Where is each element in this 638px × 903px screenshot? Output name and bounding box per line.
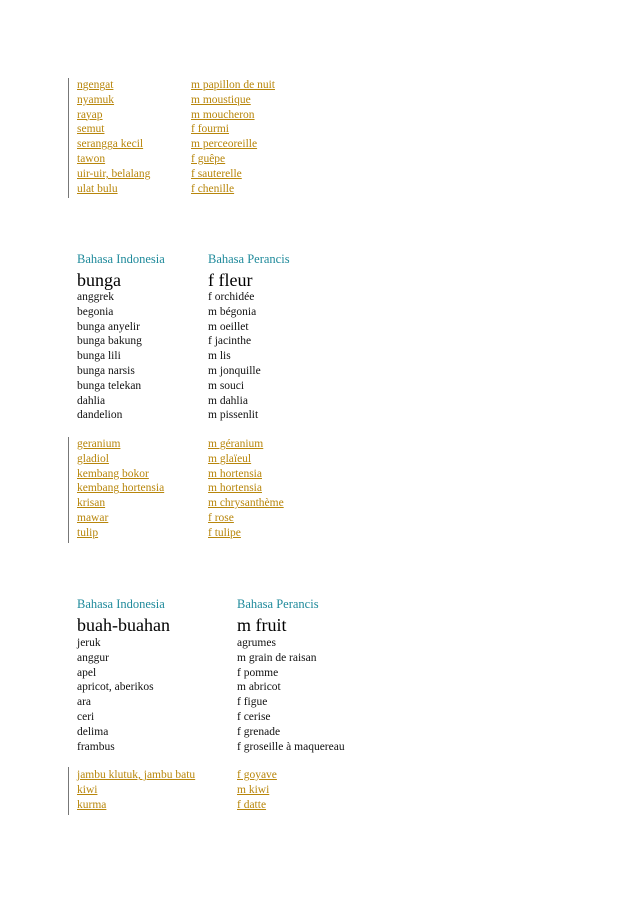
indonesian-word: ara [77, 696, 92, 709]
vocabulary-row [0, 636, 638, 651]
vocabulary-row [0, 695, 638, 710]
vocabulary-link-row[interactable] [0, 152, 638, 167]
french-word-link[interactable]: m chrysanthème [208, 497, 284, 510]
vocabulary-row [0, 408, 638, 423]
indonesian-word: bunga anyelir [77, 320, 140, 333]
french-word: f groseille à maquereau [237, 740, 345, 753]
vocabulary-link-row[interactable] [0, 783, 638, 798]
french-word-link[interactable]: f datte [237, 798, 267, 811]
vocabulary-link-row[interactable] [0, 481, 638, 496]
indonesian-word-link[interactable]: kembang hortensia [77, 482, 165, 495]
french-word-link[interactable]: m moustique [191, 93, 251, 106]
indonesian-word-link[interactable]: uir-uir, belalang [77, 167, 151, 180]
vocabulary-link-row[interactable] [0, 768, 638, 783]
vocabulary-row [0, 725, 638, 740]
french-word: f orchidée [208, 291, 255, 303]
section-title-french: m fruit [237, 615, 287, 635]
vocabulary-link-row[interactable] [0, 798, 638, 813]
french-word: agrumes [237, 637, 276, 649]
french-word-link[interactable]: f tulipe [208, 526, 241, 539]
vocabulary-link-row[interactable] [0, 496, 638, 511]
french-word-link[interactable]: m glaïeul [208, 452, 252, 465]
french-word-link[interactable]: m perceoreille [191, 138, 258, 151]
french-word-link[interactable]: f chenille [191, 182, 235, 195]
french-word: m bégonia [208, 305, 257, 318]
indonesian-word-link[interactable]: tawon [77, 153, 106, 165]
vocabulary-link-row[interactable] [0, 182, 638, 197]
indonesian-word-link[interactable]: tulip [77, 526, 99, 539]
indonesian-word-link[interactable]: gladiol [77, 452, 109, 465]
column-header-indonesian: Bahasa Indonesia [77, 252, 165, 266]
indonesian-word: frambus [77, 740, 115, 753]
french-word-link[interactable]: m hortensia [208, 467, 262, 480]
vocabulary-row [0, 305, 638, 320]
vocabulary-row [0, 334, 638, 349]
vocabulary-row [0, 379, 638, 394]
column-header-french: Bahasa Perancis [208, 252, 290, 266]
french-word-link[interactable]: f guêpe [191, 153, 226, 165]
indonesian-word: bunga narsis [77, 365, 135, 377]
vocabulary-link-row[interactable] [0, 452, 638, 467]
french-word-link[interactable]: m hortensia [208, 482, 262, 495]
indonesian-word-link[interactable]: kurma [77, 798, 107, 811]
vocabulary-link-row[interactable] [0, 511, 638, 526]
french-word-link[interactable]: m moucheron [191, 108, 255, 121]
indonesian-word-link[interactable]: rayap [77, 108, 103, 121]
french-word: f grenade [237, 725, 281, 738]
french-word-link[interactable]: f rose [208, 512, 234, 524]
indonesian-word: begonia [77, 305, 114, 318]
vocabulary-link-row[interactable] [0, 467, 638, 482]
vocabulary-row [0, 680, 638, 695]
indonesian-word: dandelion [77, 409, 123, 422]
vocabulary-row [0, 364, 638, 379]
indonesian-word: apel [77, 666, 97, 679]
vocabulary-row [0, 651, 638, 666]
vocabulary-row [0, 349, 638, 364]
indonesian-word: anggrek [77, 291, 115, 303]
indonesian-word: jeruk [77, 637, 101, 649]
french-word: m dahlia [208, 394, 248, 407]
french-word: f cerise [237, 711, 271, 723]
indonesian-word-link[interactable]: krisan [77, 497, 106, 510]
indonesian-word-link[interactable]: serangga kecil [77, 138, 144, 151]
indonesian-word-link[interactable]: jambu klutuk, jambu batu [77, 769, 196, 781]
indonesian-word-link[interactable]: mawar [77, 512, 109, 524]
french-word: f jacinthe [208, 335, 252, 348]
french-word-link[interactable]: f sauterelle [191, 167, 242, 180]
vocabulary-link-row[interactable] [0, 167, 638, 182]
indonesian-word-link[interactable]: semut [77, 123, 105, 136]
vocabulary-row [0, 740, 638, 755]
indonesian-word: delima [77, 725, 109, 738]
column-header-french: Bahasa Perancis [237, 597, 319, 611]
french-word-link[interactable]: m kiwi [237, 783, 270, 796]
vocabulary-link-row[interactable] [0, 437, 638, 452]
french-word: f pomme [237, 666, 279, 679]
french-word: m pissenlit [208, 409, 259, 422]
french-word: f figue [237, 696, 268, 709]
french-word: m abricot [237, 681, 281, 694]
vocabulary-link-row[interactable] [0, 137, 638, 152]
column-header-indonesian: Bahasa Indonesia [77, 597, 165, 611]
french-word: m grain de raisan [237, 651, 317, 664]
french-word: m jonquille [208, 365, 261, 377]
indonesian-word-link[interactable]: ngengat [77, 79, 114, 91]
vocabulary-row [0, 290, 638, 305]
french-word-link[interactable]: m géranium [208, 438, 264, 450]
indonesian-word-link[interactable]: ulat bulu [77, 182, 118, 195]
vocabulary-link-row[interactable] [0, 78, 638, 93]
french-word: m lis [208, 350, 231, 363]
indonesian-word: apricot, aberikos [77, 681, 154, 694]
indonesian-word-link[interactable]: geranium [77, 438, 121, 450]
indonesian-word: dahlia [77, 394, 106, 407]
section-title-indonesian: bunga [77, 270, 121, 290]
indonesian-word: bunga bakung [77, 335, 142, 348]
french-word: m oeillet [208, 320, 249, 333]
vocabulary-row [0, 666, 638, 681]
indonesian-word: ceri [77, 711, 95, 723]
vocabulary-row [0, 320, 638, 335]
vocabulary-row [0, 710, 638, 725]
french-word-link[interactable]: f goyave [237, 769, 277, 781]
vocabulary-link-row[interactable] [0, 526, 638, 541]
french-word-link[interactable]: f fourmi [191, 123, 230, 136]
vocabulary-link-row[interactable] [0, 93, 638, 108]
indonesian-word-link[interactable]: kembang bokor [77, 467, 149, 480]
french-word: m souci [208, 379, 245, 392]
french-word-link[interactable]: m papillon de nuit [191, 79, 276, 91]
vocabulary-link-row[interactable] [0, 108, 638, 123]
vocabulary-link-row[interactable] [0, 122, 638, 137]
indonesian-word: anggur [77, 651, 109, 664]
vocabulary-row [0, 394, 638, 409]
section-title-french: f fleur [208, 270, 253, 290]
section-title-indonesian: buah-buahan [77, 615, 170, 635]
indonesian-word: bunga lili [77, 350, 121, 363]
indonesian-word-link[interactable]: kiwi [77, 783, 98, 796]
indonesian-word: bunga telekan [77, 379, 142, 392]
indonesian-word-link[interactable]: nyamuk [77, 93, 115, 106]
